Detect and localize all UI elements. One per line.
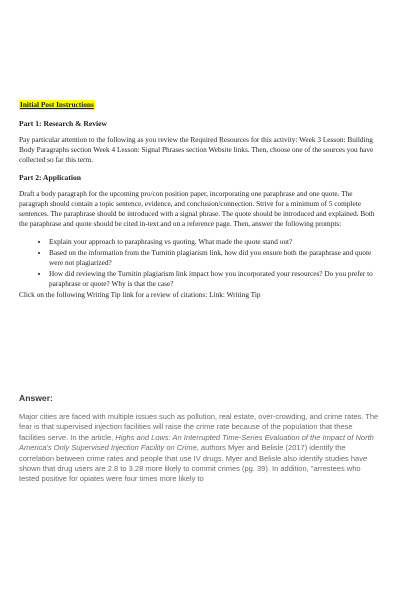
answer-section: [19, 393, 381, 485]
part1-body: Pay particular attention to the following as you review the Required Resources for this activity: Week 3 Lesson: Building Body Paragraphs section Week 4 Lesson: Signal Phrases section Website links. Then, choose one of the sources you have collected so far this term.: [19, 135, 374, 164]
part1-heading: Part 1: Research & Review: [19, 119, 107, 128]
answer-text-continued: , authors Myer and Belisle (2017) identify the correlation between crime rates and people that use IV drugs. Myer and Belisle also identify studies have shown that drug users are 2.8 to 3.28 more likely to commit crimes (pg. 39). In addition, "arrestees who tested positive for opiates were four times more likely to: [19, 443, 368, 484]
part2-heading: Part 2: Application: [19, 173, 82, 182]
writing-tip-line: Click on the following Writing Tip link for a review of citations: Link: Writing Tip: [19, 290, 261, 299]
prompts-list: [19, 237, 381, 289]
prompt-item: • How did reviewing the Turnitin plagiarism link impact how you incorporated your resources? Do you prefer to paraphrase or quote? Why is that the case?: [49, 269, 381, 289]
instructions-section: [19, 100, 381, 300]
prompt-item: • Based on the information from the Turnitin plagiarism link, how did you ensure both the paraphrase and quote were not plagiarized?: [49, 248, 381, 268]
part2-body: Draft a body paragraph for the upcoming pro/con position paper, incorporating one paraphrase and one quote. The paragraph should contain a topic sentence, evidence, and conclusion/connection. Strive for a minimum of 5 complete sentences. The paraphrase should be introduced with a signal phrase. The quote should be introduced and explained. Both the paraphrase and quote should be cited in-text and on a reference page. Then, answer the following prompts:: [19, 189, 375, 228]
answer-paragraph: [19, 412, 381, 485]
instructions-title: Initial Post Instructions: [20, 100, 94, 109]
answer-text-start: Major cities are faced with multiple issues such as pollution, real estate, over-crowding, and crime rates. The fear is that supervised injection facilities will raise the crime rate because of the population that these facilities serve. In the article,: [19, 412, 379, 442]
answer-heading: Answer:: [19, 393, 53, 403]
article-title: Highs and Lows: An Interrupted Time-Series Evaluation of the Impact of North America's Only Supervised Injection Facility on Crime: [19, 432, 374, 453]
prompt-item: • Explain your approach to paraphrasing vs quoting. What made the quote stand out?: [49, 237, 381, 247]
